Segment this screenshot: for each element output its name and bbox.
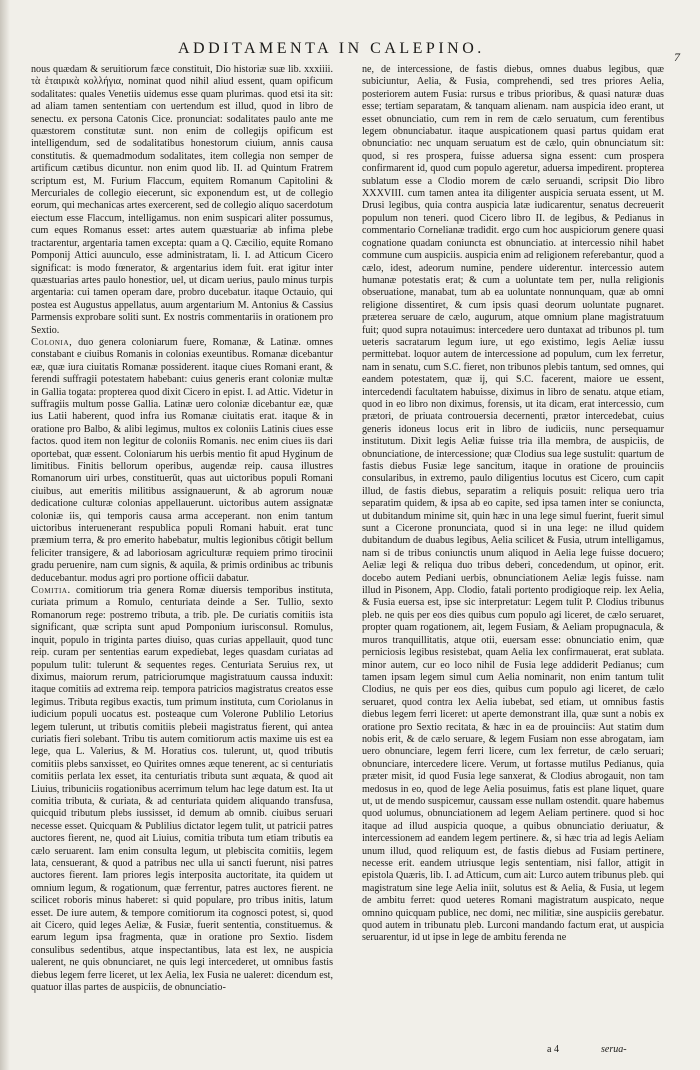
entry-heading-colonia: Colonia, [31,336,73,348]
page-gutter-shadow [0,0,10,1070]
entry-body-colonia: duo genera coloniarum fuere, Romanæ, & Latinæ. omnes constabant e ciuibus Romanis in colonias exeuntibus. Romanæ dicebantur eæ, quæ iura ciuitatis Romanæ possiderent. itaque ciues Romani erant, & ferendi suffragii potestatem habebant: cuius generis erant coloniæ multæ in Gallia togata: propterea quod dixit Cicero in epist. I. ad Attic. Videtur in suffragiis multum posse Gallia. Latinæ uero coloniæ dicebantur eæ, quæ ius Latii haberent, quod infra ius Romanæ ciuitatis erat. itaque & in oratione pro Balbo, & alibi legimus, multos ex coloniis Latinis ciues esse factos. quod item non legitur de coloniis Romanis. nec enim ciues iis dari oportebat, quæ essent. Coloniarum his uerbis mentio fit apud Hyginum de limitibus. Finitis bellorum operibus, augendæ reip. causa illustres Romanorum uiri urbes, constituerūt, quas aut uictoribus populi Romani ciuibus, aut emeritis militibus assignauerunt, & ab agrorum nouæ dedicatione culturæ colonias appellauerunt. uictoribus autem assignatæ coloniæ iis, qui temporis causa arma acceperant. non enim tantum uictoribus interuenerant respublica populi Romani habuit. erat tunc præmium terra, & pro emerito habebatur, multis legionibus cōtigit bellum feliciter transigere, & ad laboriosam agriculturæ requiem primo tirocinii gradu peruenire, nam cum signis, & aquila, & primis ordinibus ac tribunis deducebantur. modus agri pro portione officii dabatur. [31,336,333,584]
signature-mark: a 4 [547,1044,559,1055]
page-number: 7 [674,50,680,64]
page-footer [0,1042,700,1064]
running-title: ADDITAMENTA IN CALEPINO. [178,40,485,57]
left-column [31,64,333,994]
paragraph-intro: nous quædam & seruitiorum fæce constituit, Dio historiæ suæ lib. xxxiiii. τὰ ἑταιρικὰ κολλήγια, nominat quod nihil aliud essent, quam opificum sodalitates: quales Venetiis uidemus esse quam plurimas. quod etsi ita sit: ad aliam tamen sententiam con uertendum est illud, quod in libro de senectu. ex persona Catonis Cice. pronunciat: sodalitates paulo ante me quæstorem constitutæ sunt. non enim de collegijs opificum est intelligendum, sed de sodalitatibus honestorum ciuium, annis causa constitutis. & quemadmodum sodalitates, item collegia non semper de artificum cætibus dicuntur. non enim quod lib. II. ad Quintum Fratrem scriptum est, M. Furium Flaccum, equitem Romanum Capitolini & Mercuriales de collegio eiecerunt, sic exponendum est, ut de collegio eorum, qui mechanicas artes exercerent, sed de collegio alíquo sacerdotum eiectum esse Flaccum, intelligamus. non enim suspicari aliter possumus, cum eques Romanus esset: artes autem quæstuariæ ab infima plebe tractarentur, argentaria tamen excepta: quam a Q. Cæcilio, equite Romano Pomponij Attici auunculo, esse administratam, li. I. ad Atticum Cicero significat: is modo fœnerator, & argentarius idem fuit. erat igitur inter quæstuarias artes paulo honestior, uel, ut dicam uerius, paulo minus turpis argentaria: cui tamen operam dare, probro ducebatur. itaque Octauio, qui postea est Augustus appellatus, auum argentarium M. Antonius & Cassius Parmensis exprobare soliti sunt. Ex nostris commentariis in orationem pro Sextio. [31,64,333,336]
entry-body-comitia: comitiorum tria genera Romæ diuersis temporibus instituta, curiata primum a Romulo, centuriata deinde a Ser. Tullio, sexto Romanorum rege: postremo tributa, a trib. ple. De curiatis comitiis ista significant, quæ scripta sunt apud Pomponium iurisconsul. Romulus, inquit, populo in triginta partes diuiso, quas curias appellauit, quod tunc reip. curam per sententias earum expediebat, leges quasdam curiatas ad populum tulit: tulerunt & sequentes reges. Centuriata Seruius rex, ut diximus, maiorum rerum, patriciorumque magistratuum caussa induxit: itaque comitiis ad extrema reip. tempora patricios magistratus creatos esse legimus. Tributa regibus exactis, tum primum instituta, cum Coriolanus in iudicium populi uocatus est. posteaque cum Volerone Publilio Letorius legem tulerunt, ut tributis comitiis plebeii magistratus fierent, qui antea curiatis fieri solebant. Tribu tis autem comitiorum actis maxime uis est ea lege, qua L. Valerius, & M. Horatius cos. tulerunt, ut, quod tributis comitiis plebs sanxisset, eo Quirites omnes æque tenerent, ac si centuriatis comitiis perlata lex esset, ita centuriatis tributa sunt æquata, & quod ait Liuius, tribuniciis rogationibus acerrimum telum hac lege datum est. Ita ut comitia tributa, & curiata, & ad centuriata quidem aliquando transfusa, quicquid tributum plebs iussisset, id demum ab omnib. ciuibus seruari necesse esset. Quicquam & Publilius dictator legem tulit, ut patricii patres auctores fierent, ne, quod ait Liuius, comitia tributa tum etiam tributis ea cælo seruarent. Iam enim consulta legum, ut plebiscita comitiis, legem lata, censuerant, & quod a patribus nec ulla ui sancti fuerunt, nisi patres auctores fierent. Iam priores legis interposita auctoritate, ita quidem ut omnium legum, & rogationum, quæ ferrentur, patres auctores fierent. ne scilicet roboris minus haberet: si quid populare, pro tribus initis, latum esset. De iure autem, & tempore comitiorum ita cognosci potest, si, quod ait Cicero, quid leges Aeliæ, & Fusiæ, fuerit sententia, constituemus. & earum legum ipsa fragmenta, quæ in oratione pro Sextio. Iisdem consulibus sedentibus, atque inspectantibus, lata est lex, ne auspicia ualerent, ne quis obnunciaret, ne quis legi intercederet, ut omnibus fastis diebus legem ferre liceret, ut lex Aelia, lex Fusia ne ualeret: [31,585,333,981]
entry-comitia [31,585,333,994]
right-column [362,64,664,945]
entry-colonia [31,337,333,585]
entry-heading-comitia: Comitia. [31,585,71,597]
catchword: serua- [601,1044,627,1055]
last-line-left: dicendum est, quatuor illas partes de auspiciis, de obnunciatio- [31,969,333,994]
paragraph-right: ne, de intercessione, de fastis diebus, omnes duabus legibus, quæ subiciuntur, Aelia, & Fusia, comprehendi, sed tres priores Aelia, posteriorem autem Fusia: rursus e tribus prioribus, & quasi naturæ duas esse; tertiam separatam, & tanquam alienam. nam auspicia ideo erant, ut esset obnunciatio, cum rem in rem de cælo seruatum, cum ferentibus legem obnunciabatur. itaque auspicationem quasi partus quidam erat obnunciatio: nec unquam seruatum est de cælo, quin obnunciatum sit: quod, si res prospera, fuisse aduersa signa essent: cum prospera confirmarent id, quod cum populo ageretur, aduersa impedirent. propterea sublatum esse a Clodio morem de cælo seruandi, scripsit Dio libro XXXVIII. cum tamen antea ita diligenter auspicia seruata essent, ut M. Drusi legibus, quia contra auspicia latæ iudicarentur, senatus decreuerit populum non teneri. quod Cicero libro II. de legibus, & Pedianus in commentario Cornelianæ tradidit. ergo cum hoc auspiciorum genere quasi cognatione quadam coniuncta est obnunciatio. at intercessio nihil habet commune cum auspiciis. auspicia enim ad religionem referebantur, quod a cælo, idest, adeorum numine, pendere uiderentur. intercessio autem humanæ potestatis erat; & cum a uoluntate tem per, nulla religionis obseruatione, manabat, tum ab ea uoluntate nonnunquam, quæ ab omni religione dissentiret, & cum ipsis quasi deorum uoluntate pugnaret. præterea seruare de cælo, augurum, atque omnium plane magistratuum fuit; quod supra notauimus: intercedere uero duntaxat ad tribunos pl. tum ueteris sacratarum legum iure, ut ego existimo, legis Aeliæ iussu permittebat. loquor autem de intercessione ad populum, cum lex ferretur, nam in senatu, cum S.C. fieret, non tribunos plebis tantum, sed omnes, qui eandem potestatem, quæ ij, qui S.C. facerent, maiore ue essent, intercedendi facultatem habuisse, diximus in libro de senatu. atque etiam, quod in eo libro non diximus, forensis, ut ita dicam, erat intercessio, cum prætori, de priuata controuersia decernenti, prætor intercedebat, cuius generis idoneus locus erit in libro de iudiciis, nunc persequamur institutum. Dixit legis Aeliæ fuisse tria illa membra, de auspiciis, de obnunciatione, de intercessione; quæ Clodius sua lege sustulit: quartum de fastis diebus Fusiæ lege sancitum, itaque in oratione de prouinciis consularibus, in extremo, paulo diligentius locutus est Cicero, cum capit illud, de fastis diebus, separatim a reliquis posuit: reliqua uero tria separatim quidem, & ipsa ab eo capite, sed ipsa tamen inter se coniuncta, ut dubitandum minime sit, quin hæc in una lege simul fuerint, fuerit simul sunt a Cicerone pronunciata, quod si in una lege: ne illud quidem dubitandum de duabus legibus, Aelia scilicet & Fusia, utrum intelligamus, nam si de tribus coniunctis unum aliquod in Aelia lege fuisse docuero; Aeliæ legi & reliqua duo tribus deberi, concedendum, ut opinor, erit. docebo autem Pediani uerbis, obnunciationem Aeliæ legis fuisse. nam illud in Pisonem, App. Clodio, fatali portento prodigioque reip. lex Aelia, & Fusia euersa est, ipse sic interpretatur: Legem tulit P. Clodius tribunus pleb. ne quis per eos dies quibus cum populo agi liceret, de cælo seruaret, propter quam rogationem, ait, legem Fusiam, & Aeliam propugnacula, & muros tranquillitatis, atque otii, euersam esse: obnunciatio enim, quæ perniciosis legibus resistebat, quam Aelia lex confirmauerat, erat sublata. minor autem, cur eo loco nihil de Fusia lege addiderit Pedianus; cum tamen ipsam legem simul cum Aelia nominarit, non enim tantum tulit Clodius, ne quis per eos dies, quibus cum populo agi liceret, de cælo seruaret, quod contra lex Aelia iubebat, sed etiam, ut omnibus fastis diebus legem ferri liceret: ut aperte demonstrant illa, quæ sunt a nobis ex oratione pro Sextio recitata, & hæc in ea de prouinciis: Aut statim dum nobis erit, & de cælo seruare, & legem Fusiam non esse abrogatam, iam uero obnunciare, legem ferri licere, cum lex ferretur, de cælo seruari; obnunciare, intercedere licere. Verum, ut fortasse mutilus Pedianus, quia præter misit, id quod Fusia lege sanxerat, & Clodius abrogauit, non tam medosus in eo, quod de lege Aelia posuimus, fatis est plane liquet, quare ut, ut de mendo suspicemur, caussam esse nullam ostendit. quare habemus quod uolumus, obnunciationem ad legem Aeliam pertinere. quod si hoc itaque ad illud auspicia quoque, a quibus obnunciatio deriuatur, & intercessionem ad eandem legem pertinere. &, si hæc tria ad legis Aeliam unum illud, quod reliquum est, de fastis diebus ad Fusiam pertinere, necesse erit. eandem utriusque legis sententiam, nisi fallor, attigit in epistola Quæris, lib. I. ad Atticum, cum ait: Lurco autem tribunus pleb. qui magistratum sine lege Aelia iniit, solutus est & Aelia, & Fusia, ut legem de ambitu ferret: quod ueteres Romani magistratum auspicato, neque omnino quicquam publice, nec domi, nec militiæ, sine auspiciis gerebatur. quod autem in tribunatu pleb. Lurconi mandando factum erat, ut auspicia seruarentur, id ut ipse in lege de ambitu ferenda ne [362,64,664,944]
